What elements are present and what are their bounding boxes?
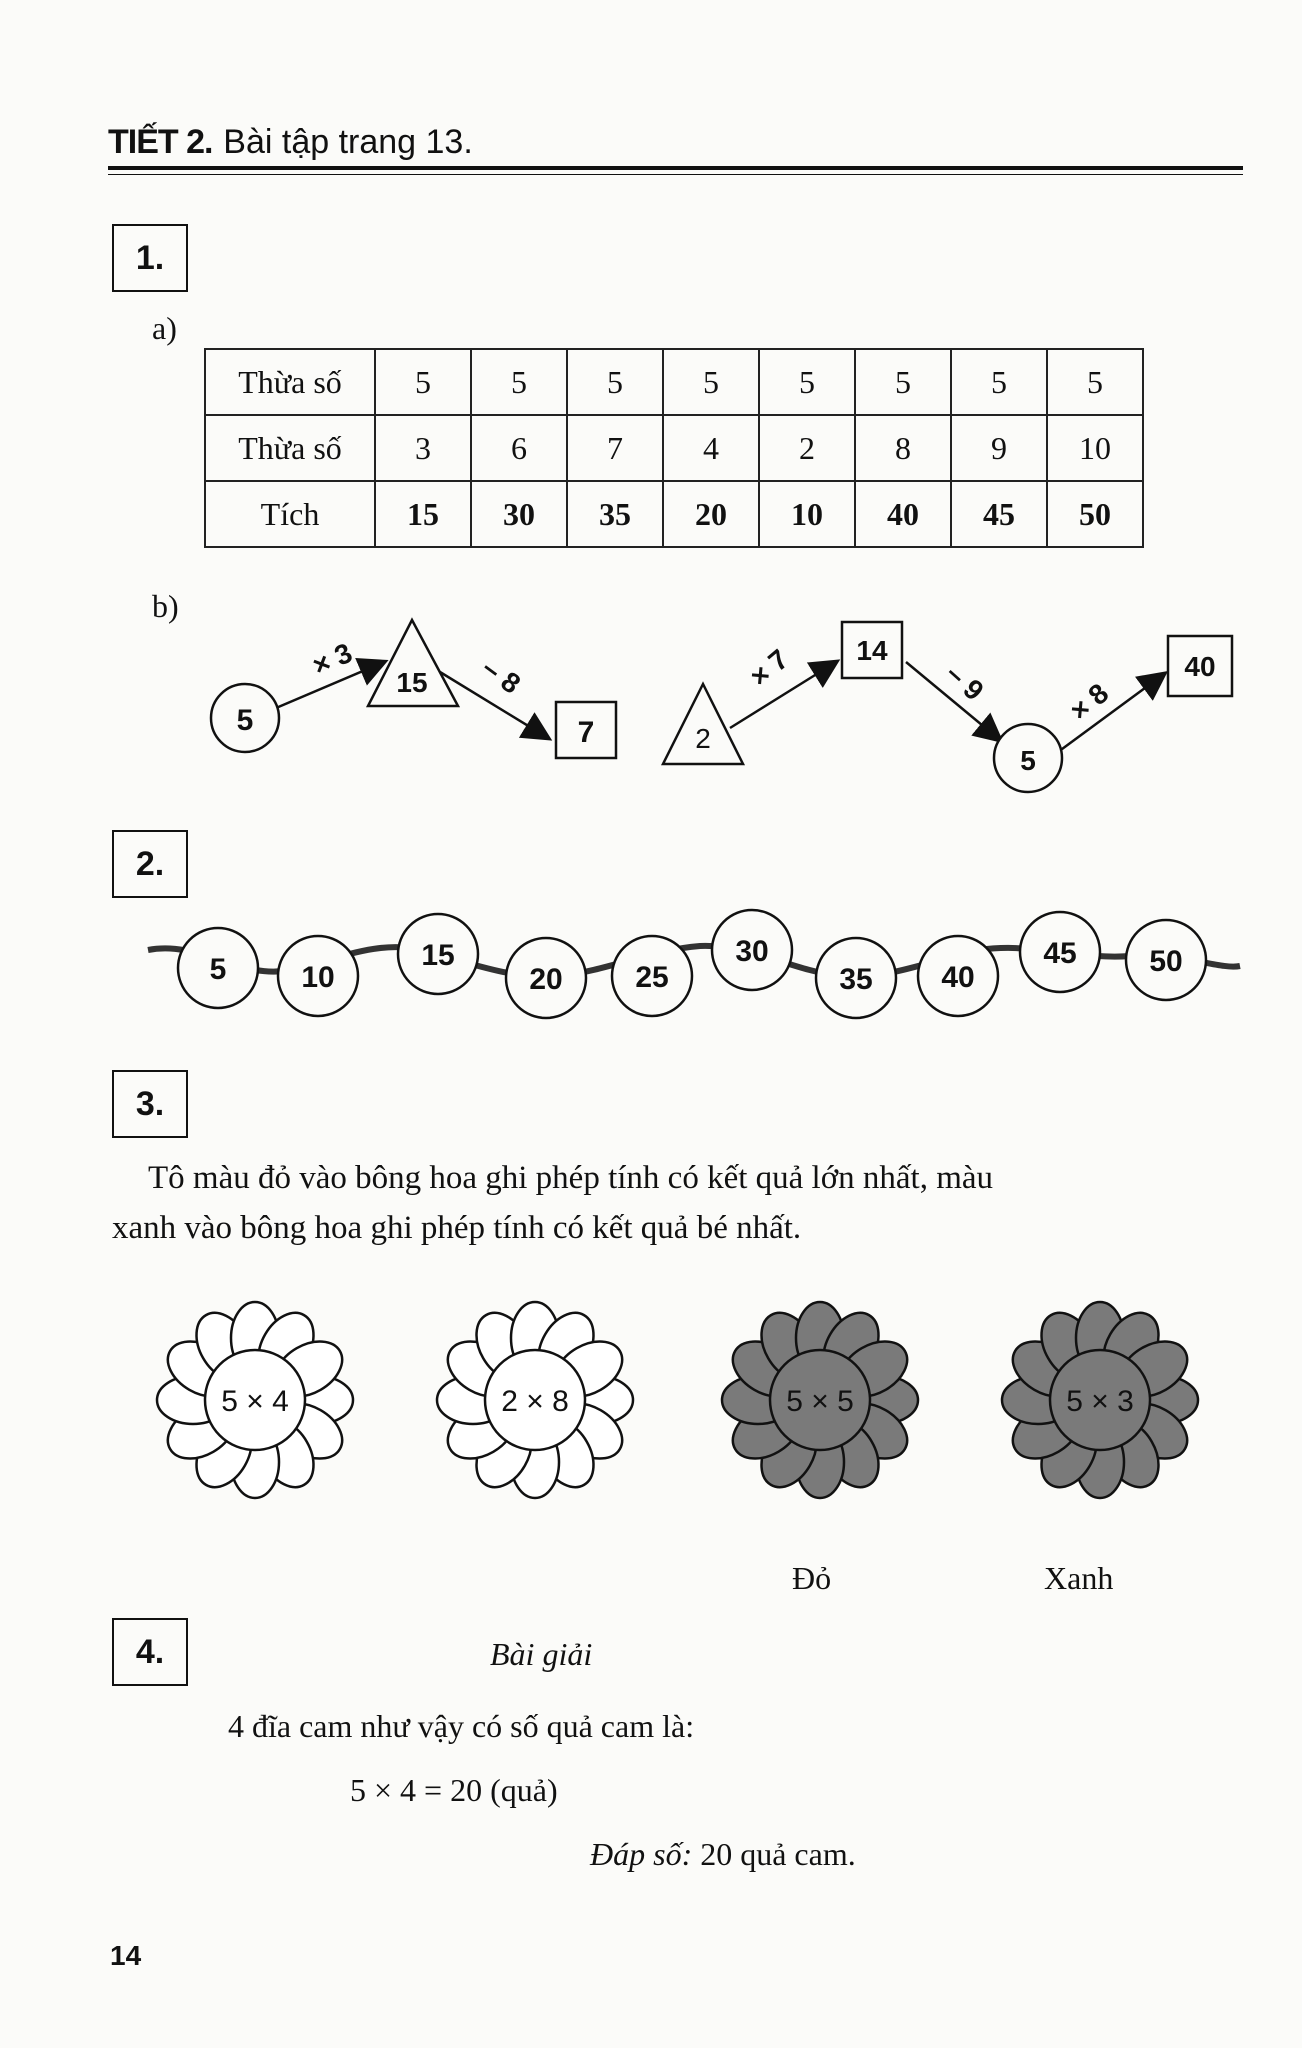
chain-operation: – 9: [939, 657, 990, 707]
table-cell: 9: [951, 415, 1047, 481]
solution-title: Bài giải: [490, 1636, 593, 1672]
table-cell: 15: [375, 481, 471, 547]
chain-value: 5: [1020, 745, 1036, 776]
chain-value: 14: [856, 635, 888, 666]
table-cell: 5: [567, 349, 663, 415]
table-cell: 6: [471, 415, 567, 481]
answer-label: Đáp số:: [590, 1836, 693, 1872]
table-cell: 35: [567, 481, 663, 547]
bead-label: 25: [635, 961, 669, 994]
table-cell: 10: [1047, 415, 1143, 481]
bead-label: 50: [1149, 945, 1183, 978]
label-blue: Xanh: [1044, 1560, 1114, 1596]
table-cell: 4: [663, 415, 759, 481]
table-cell: 5: [759, 349, 855, 415]
page-number: 14: [110, 1940, 142, 1971]
bead-label: 10: [301, 961, 335, 994]
bead-label: 5: [209, 953, 227, 986]
solution-line2: 5 × 4 = 20 (quả): [350, 1772, 558, 1808]
chain-value: 15: [396, 667, 428, 698]
bead-label: 30: [735, 935, 769, 968]
section-header-bold: TIẾT 2.: [108, 123, 213, 161]
flower: [722, 1302, 918, 1498]
flower-expression: 5 × 5: [786, 1385, 854, 1418]
table-row-label: Tích: [205, 481, 375, 547]
table-cell: 10: [759, 481, 855, 547]
table-cell: 7: [567, 415, 663, 481]
exercise-1a-label: a): [152, 310, 177, 346]
table-cell: 20: [663, 481, 759, 547]
table-cell: 5: [951, 349, 1047, 415]
exercise-3-instruction-line2: xanh vào bông hoa ghi phép tính có kết quả bé nhất.: [112, 1210, 802, 1246]
chain-operation: – 8: [476, 651, 527, 700]
table-cell: 8: [855, 415, 951, 481]
label-red: Đỏ: [792, 1560, 832, 1596]
exercise-3-instruction-line1: Tô màu đỏ vào bông hoa ghi phép tính có kết quả lớn nhất, màu: [148, 1160, 994, 1196]
table-cell: 30: [471, 481, 567, 547]
chain-value: 7: [577, 716, 595, 749]
table-cell: 2: [759, 415, 855, 481]
bead-chain: [0, 880, 1302, 1080]
bead-label: 45: [1043, 937, 1077, 970]
solution-line1: 4 đĩa cam như vậy có số quả cam là:: [228, 1708, 695, 1744]
answer-value: 20 quả cam.: [700, 1836, 856, 1872]
chain-operation: × 7: [743, 643, 795, 693]
chain-operation: × 8: [1063, 677, 1115, 727]
table-row-label: Thừa số: [205, 349, 375, 415]
flower: [1002, 1302, 1198, 1498]
bead-label: 20: [529, 963, 563, 996]
bead-label: 15: [421, 939, 455, 972]
section-header-text: Bài tập trang 13.: [223, 123, 473, 161]
chain-value: 5: [236, 704, 254, 737]
table-cell: 5: [1047, 349, 1143, 415]
table-cell: 45: [951, 481, 1047, 547]
table-cell: 5: [663, 349, 759, 415]
chain-value: 40: [1184, 651, 1216, 682]
bead-label: 40: [941, 961, 975, 994]
flower-expression: 5 × 4: [221, 1385, 289, 1418]
table-cell: 3: [375, 415, 471, 481]
table-row-label: Thừa số: [205, 415, 375, 481]
chain-operation: × 3: [307, 637, 357, 682]
exercise-3-number: 3.: [112, 1070, 188, 1138]
exercise-1-number: 1.: [112, 224, 188, 292]
exercise-4-number: 4.: [112, 1618, 188, 1686]
table-cell: 5: [471, 349, 567, 415]
exercise-2-number: 2.: [112, 830, 188, 898]
flower: [437, 1302, 633, 1498]
exercise-1b-label: b): [152, 588, 179, 624]
solution-answer: [590, 1836, 856, 1873]
chain-value: 2: [695, 723, 711, 754]
flower-group: [0, 1270, 1302, 1550]
flower-expression: 2 × 8: [501, 1385, 569, 1418]
flower: [157, 1302, 353, 1498]
table-cell: 40: [855, 481, 951, 547]
flower-expression: 5 × 3: [1066, 1385, 1134, 1418]
bead-label: 35: [839, 963, 873, 996]
table-cell: 5: [375, 349, 471, 415]
table-cell: 5: [855, 349, 951, 415]
table-cell: 50: [1047, 481, 1143, 547]
